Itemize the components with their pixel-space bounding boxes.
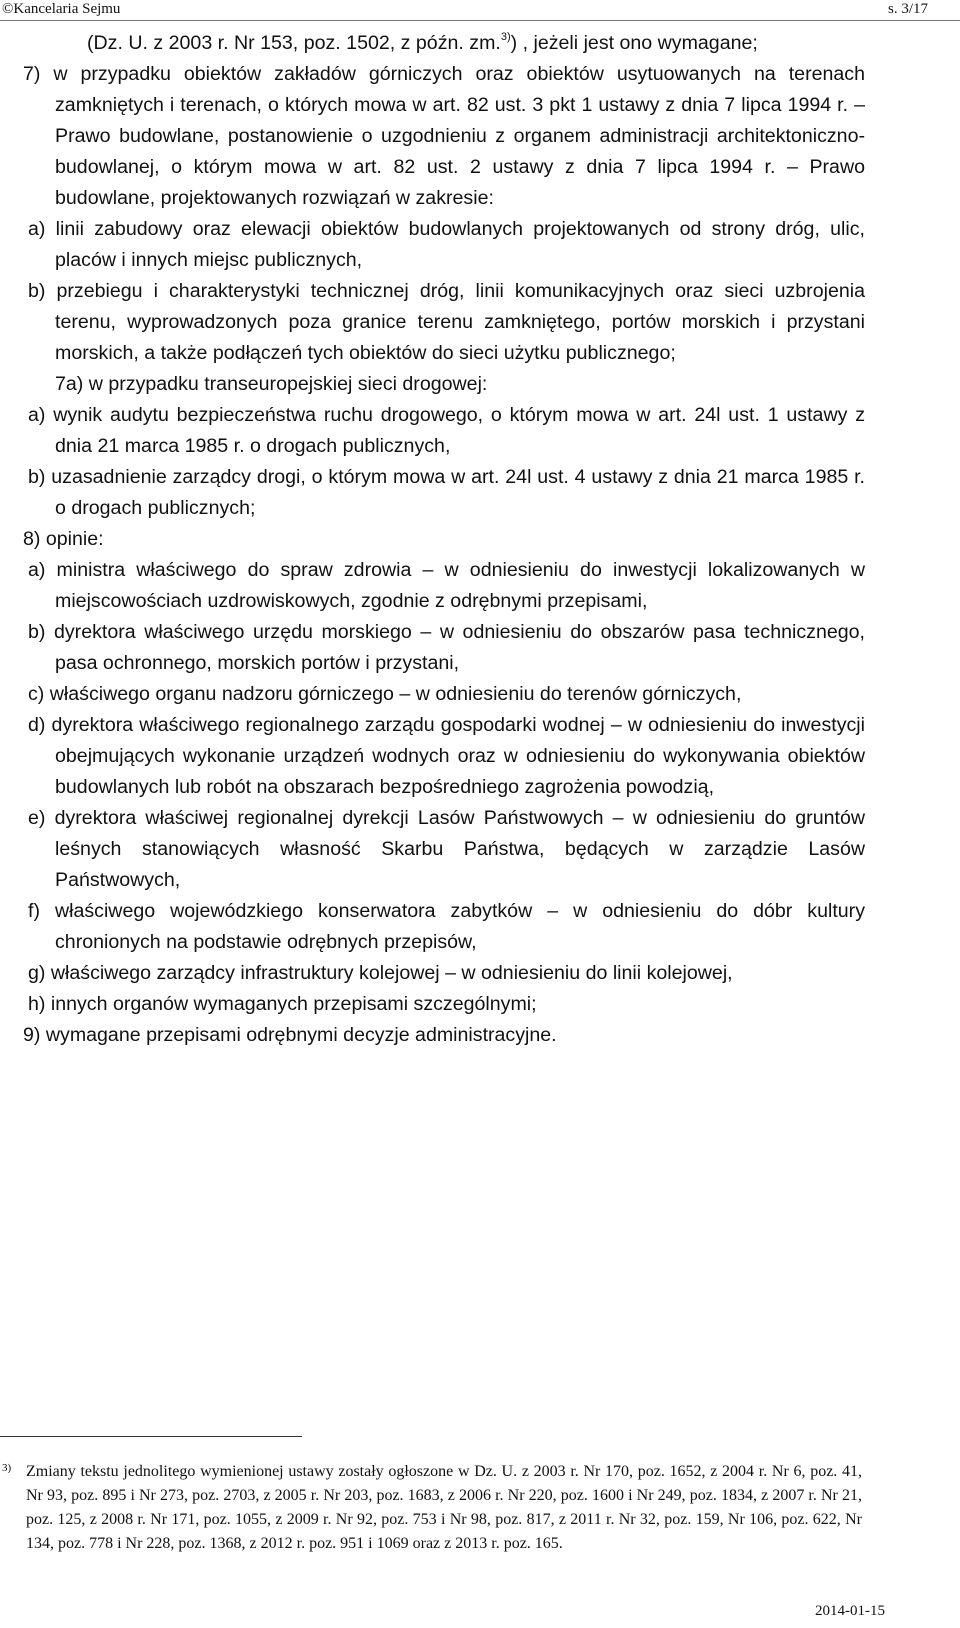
item-7a-a: a) wynik audytu bezpieczeństwa ruchu drogowego, o którym mowa w art. 24l ust. 1 ustawy z dnia 21 marca 1985 r. o drogach publicznych, bbox=[28, 404, 865, 457]
footnote-separator bbox=[0, 1436, 302, 1437]
footnote-mark: 3) bbox=[2, 1462, 12, 1474]
item-8-b: b) dyrektora właściwego urzędu morskiego – w odniesieniu do obszarów pasa technicznego, pasa ochronnego, morskich portów i przystani, bbox=[28, 621, 865, 674]
item-7: 7) w przypadku obiektów zakładów górniczych oraz obiektów usytuowanych na terenach zamkniętych i terenach, o których mowa w art. 82 ust. 3 pkt 1 ustawy z dnia 7 lipca 1994 r. – Prawo budowlane, postanowienie o uzgodnieniu z organem administracji architektoniczno-budowlanej, o którym mowa w art. 82 ust. 2 ustawy z dnia 7 lipca 1994 r. – Prawo budowlane, projektowanych rozwiązań w zakresie: bbox=[23, 63, 865, 209]
document-date: 2014-01-15 bbox=[815, 1603, 885, 1619]
footnote-reference: 3) bbox=[500, 31, 511, 43]
item-8-g: g) właściwego zarządcy infrastruktury kolejowej – w odniesieniu do linii kolejowej, bbox=[28, 962, 733, 984]
item-8-e: e) dyrektora właściwej regionalnej dyrekcji Lasów Państwowych – w odniesieniu do gruntów leśnych stanowiących własność Skarbu Państwa, będących w zarządzie Lasów Państwowych, bbox=[28, 807, 865, 891]
continuation-line bbox=[87, 28, 865, 59]
item-7a: 7a) w przypadku transeuropejskiej sieci drogowej: bbox=[55, 373, 488, 395]
item-7a-b: b) uzasadnienie zarządcy drogi, o którym mowa w art. 24l ust. 4 ustawy z dnia 21 marca 1985 r. o drogach publicznych; bbox=[28, 466, 865, 519]
item-8: 8) opinie: bbox=[23, 528, 104, 550]
item-9: 9) wymagane przepisami odrębnymi decyzje administracyjne. bbox=[23, 1024, 557, 1046]
continuation-text: (Dz. U. z 2003 r. Nr 153, poz. 1502, z późn. zm. bbox=[87, 32, 501, 54]
page-number: s. 3/17 bbox=[887, 1, 928, 17]
item-8-f: f) właściwego wojewódzkiego konserwatora zabytków – w odniesieniu do dóbr kultury chronionych na podstawie odrębnych przepisów, bbox=[28, 900, 865, 953]
header-publisher: ©Kancelaria Sejmu bbox=[2, 1, 121, 17]
page-header bbox=[0, 0, 960, 21]
item-7-a: a) linii zabudowy oraz elewacji obiektów budowlanych projektowanych od strony dróg, ulic, placów i innych miejsc publicznych, bbox=[28, 218, 865, 271]
continuation-text-end: ) , jeżeli jest ono wymagane; bbox=[510, 32, 758, 54]
item-8-a: a) ministra właściwego do spraw zdrowia – w odniesieniu do inwestycji lokalizowanych w miejscowościach uzdrowiskowych, zgodnie z odrębnymi przepisami, bbox=[28, 559, 865, 612]
document-body bbox=[23, 28, 865, 1051]
item-8-d: d) dyrektora właściwego regionalnego zarządu gospodarki wodnej – w odniesieniu do inwestycji obejmujących wykonanie urządzeń wodnych oraz w odniesieniu do wykonywania obiektów budowlanych lub robót na obszarach bezpośredniego zagrożenia powodzią, bbox=[28, 714, 865, 798]
item-8-h: h) innych organów wymaganych przepisami szczególnymi; bbox=[28, 993, 537, 1015]
footnote bbox=[0, 1460, 862, 1556]
footnote-text: Zmiany tekstu jednolitego wymienionej ustawy zostały ogłoszone w Dz. U. z 2003 r. Nr 170, poz. 1652, z 2004 r. Nr 6, poz. 41, Nr 93, poz. 895 i Nr 273, poz. 2703, z 2005 r. Nr 203, poz. 1683, z 2006 r. Nr 220, poz. 1600 i Nr 249, poz. 1834, z 2007 r. Nr 21, poz. 125, z 2008 r. Nr 171, poz. 1055, z 2009 r. Nr 92, poz. 753 i Nr 98, poz. 817, z 2011 r. Nr 32, poz. 159, Nr 106, poz. 622, Nr 134, poz. 778 i Nr 228, poz. 1368, z 2012 r. poz. 951 i 1069 oraz z 2013 r. poz. 165. bbox=[26, 1463, 862, 1552]
item-8-c: c) właściwego organu nadzoru górniczego – w odniesieniu do terenów górniczych, bbox=[28, 683, 742, 705]
item-7-b: b) przebiegu i charakterystyki technicznej dróg, linii komunikacyjnych oraz sieci uzbrojenia terenu, wyprowadzonych poza granice terenu zamkniętego, portów morskich i przystani morskich, a także podłączeń tych obiektów do sieci użytku publicznego; bbox=[28, 280, 865, 364]
